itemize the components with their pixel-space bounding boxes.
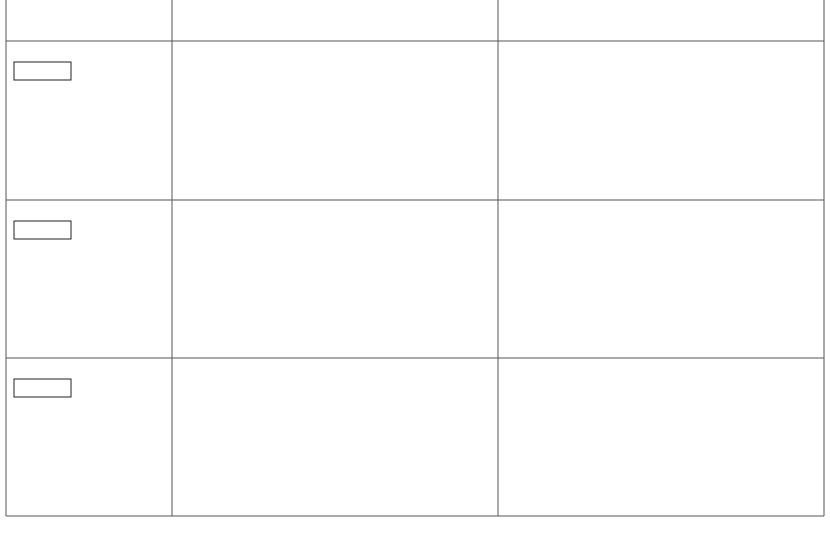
basic-action-button-flicker-on[interactable] <box>14 379 71 397</box>
table-frame <box>6 0 824 516</box>
basic-action-button-interval[interactable] <box>14 62 71 80</box>
basic-action-button-flicker-off[interactable] <box>14 221 71 239</box>
